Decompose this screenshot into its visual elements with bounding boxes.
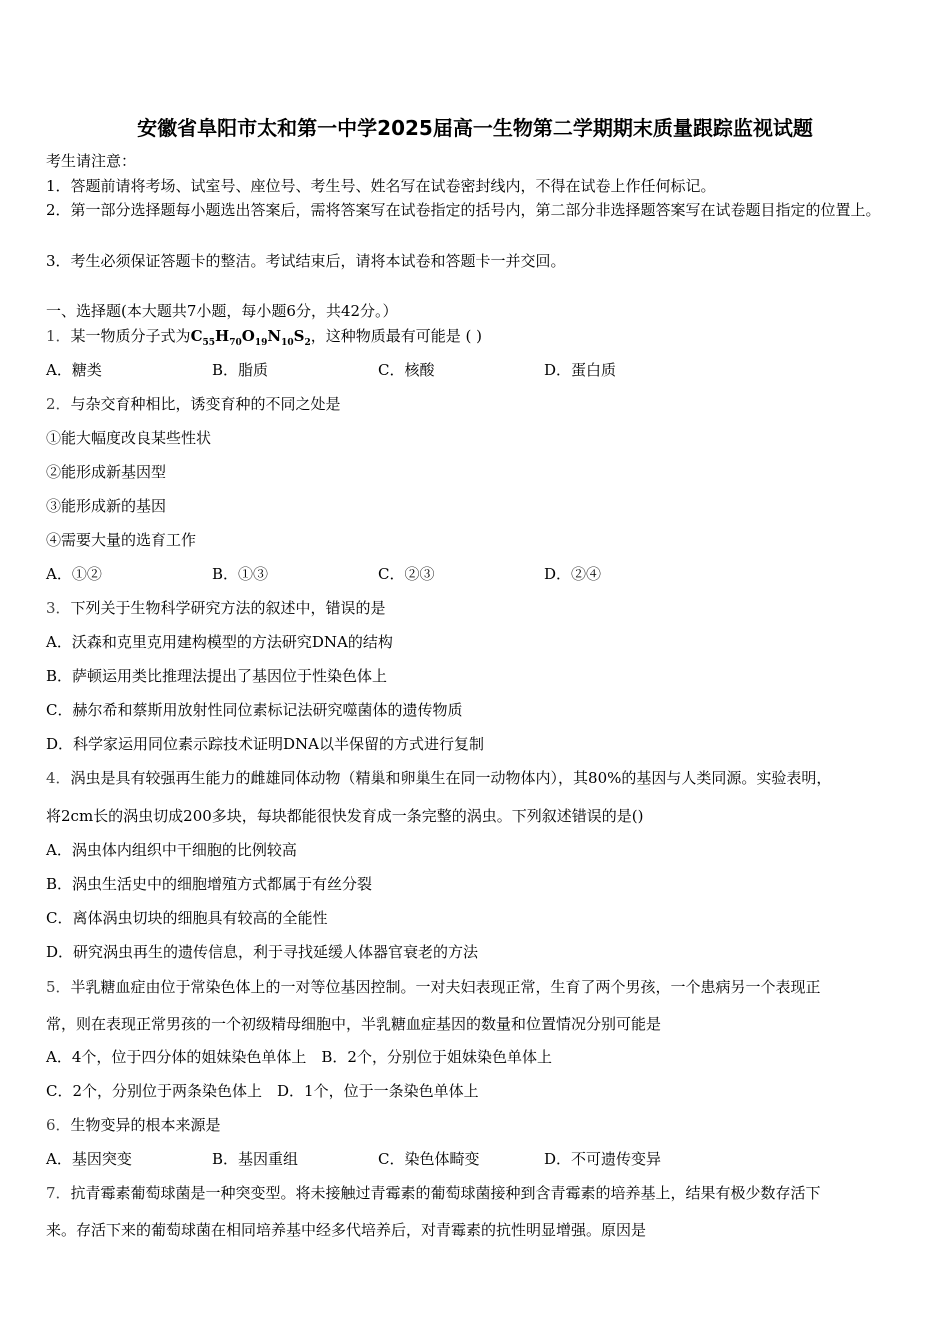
question-2-stem: 2．与杂交育种相比，诱变育种的不同之处是 [46,395,341,413]
question-2-item-4: ④需要大量的选育工作 [46,531,197,549]
question-5-stem-line-1: 5．半乳糖血症由位于常染色体上的一对等位基因控制。一对夫妇表现正常，生育了两个男孩，一个患病另一个表现正 [46,978,821,996]
option-d: D．②④ [544,565,602,583]
question-1-options [46,359,710,381]
question-3-stem: 3．下列关于生物科学研究方法的叙述中，错误的是 [46,599,386,617]
question-5-options-row-2: C．2个，分别位于两条染色体上 D．1个，位于一条染色单体上 [46,1082,479,1100]
notice-item-1: 1．答题前请将考场、试室号、座位号、考生号、姓名写在试卷密封线内，不得在试卷上作任何标记。 [46,177,716,195]
notice-item-3: 3．考生必须保证答题卡的整洁。考试结束后，请将本试卷和答题卡一并交回。 [46,252,566,270]
question-5-stem-line-2: 常，则在表现正常男孩的一个初级精母细胞中，半乳糖血症基因的数量和位置情况分别可能是 [46,1015,662,1033]
question-6-stem: 6．生物变异的根本来源是 [46,1116,221,1134]
option-c: C．②③ [378,565,435,583]
page-title: 安徽省阜阳市太和第一中学2025届高一生物第二学期期末质量跟踪监视试题 [137,116,813,140]
option-b: B．①③ [212,565,269,583]
question-1-stem: 1．某一物质分子式为$C_{55}H_{70}O_{19}N_{10}S_2$，这种物质最有可能是 ( ) [46,327,482,348]
notice-heading: 考生请注意： [46,152,137,170]
option-a: A．糖类 [46,361,102,379]
question-2-options [46,563,710,585]
question-number: 1． [46,327,71,345]
question-4-stem-line-1: 4．涡虫是具有较强再生能力的雌雄同体动物（精巢和卵巢生在同一动物体内），其80%的基因与人类同源。实验表明， [46,769,832,787]
question-3-option-b: B．萨顿运用类比推理法提出了基因位于性染色体上 [46,667,388,685]
question-6-options [46,1148,710,1170]
option-c: C．染色体畸变 [378,1150,480,1168]
option-b: B．基因重组 [212,1150,299,1168]
question-7-stem-line-2: 来。存活下来的葡萄球菌在相同培养基中经多代培养后，对青霉素的抗性明显增强。原因是 [46,1221,647,1239]
question-4-stem-line-2: 将2cm长的涡虫切成200多块，每块都能很快发育成一条完整的涡虫。下列叙述错误的是() [46,807,644,825]
question-4-option-d: D．研究涡虫再生的遗传信息，利于寻找延缓人体器官衰老的方法 [46,943,479,961]
question-4-option-b: B．涡虫生活史中的细胞增殖方式都属于有丝分裂 [46,875,373,893]
question-4-option-a: A．涡虫体内组织中干细胞的比例较高 [46,841,297,859]
question-5-options-row-1: A．4个，位于四分体的姐妹染色单体上 B．2个，分别位于姐妹染色单体上 [46,1048,552,1066]
question-4-option-c: C．离体涡虫切块的细胞具有较高的全能性 [46,909,328,927]
option-a: A．基因突变 [46,1150,132,1168]
option-d: D．不可遗传变异 [544,1150,662,1168]
question-2-item-2: ②能形成新基因型 [46,463,167,481]
notice-item-2: 2．第一部分选择题每小题选出答案后，需将答案写在试卷指定的括号内，第二部分非选择题答案写在试卷题目指定的位置上。 [46,201,881,219]
section-heading: 一、选择题(本大题共7小题，每小题6分，共42分。） [46,302,398,320]
question-7-stem-line-1: 7．抗青霉素葡萄球菌是一种突变型。将未接触过青霉素的葡萄球菌接种到含青霉素的培养基上，结果有极少数存活下 [46,1184,821,1202]
question-2-item-3: ③能形成新的基因 [46,497,167,515]
question-3-option-c: C．赫尔希和蔡斯用放射性同位素标记法研究噬菌体的遗传物质 [46,701,463,719]
option-d: D．蛋白质 [544,361,617,379]
molecular-formula: $C_{55}H_{70}O_{19}N_{10}S_2$ [190,327,311,348]
option-c: C．核酸 [378,361,435,379]
option-b: B．脂质 [212,361,269,379]
option-a: A．①② [46,565,102,583]
question-3-option-a: A．沃森和克里克用建构模型的方法研究DNA的结构 [46,633,393,651]
question-2-item-1: ①能大幅度改良某些性状 [46,429,212,447]
question-3-option-d: D．科学家运用同位素示踪技术证明DNA以半保留的方式进行复制 [46,735,485,753]
